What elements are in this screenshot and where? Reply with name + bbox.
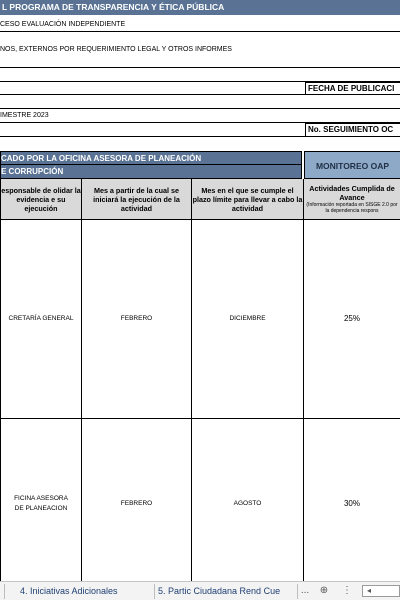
monitoreo-header: MONITOREO OAP (304, 151, 400, 179)
table-cell[interactable] (0, 419, 82, 581)
periodo-text: IMESTRE 2023 (0, 112, 49, 119)
row2-avance: 30% (343, 498, 360, 508)
col-header-avance-text: Actividades Cumplida de Avance (309, 184, 395, 202)
sheet-tab-participacion[interactable]: 5. Partic Ciudadana Rend Cue (152, 584, 298, 599)
section-header-planeacion: CADO POR LA OFICINA ASESORA DE PLANEACIÓN (0, 151, 302, 165)
row1-inicio: FEBRERO (120, 315, 153, 322)
col-header-avance-note: (Información reportada en SISGE 2.0 por la dependencia respons (306, 202, 398, 214)
table-cell[interactable] (0, 220, 82, 419)
col-header-responsable (0, 179, 82, 220)
row1-responsable: CRETARÍA GENERAL (8, 315, 74, 322)
row1-fin: DICIEMBRE (229, 315, 266, 322)
table-cell[interactable] (192, 419, 304, 581)
sheet-row[interactable] (0, 82, 305, 95)
table-cell[interactable] (304, 220, 400, 419)
sheet-tab-bar (0, 581, 400, 600)
horizontal-scrollbar[interactable] (362, 585, 400, 597)
tipo-informe-text: NOS, EXTERNOS POR REQUERIMIENTO LEGAL Y OTROS INFORMES (0, 46, 232, 53)
proceso-text: CESO EVALUACIÓN INDEPENDIENTE (0, 21, 126, 28)
row2-fin: AGOSTO (233, 499, 262, 507)
sheet-row[interactable] (0, 68, 400, 82)
row2-inicio: FEBRERO (120, 499, 153, 507)
sheet-banner-title: L PROGRAMA DE TRANSPARENCIA Y ÉTICA PÚBLICA (0, 0, 400, 15)
add-sheet-icon[interactable]: ⊕ (319, 585, 329, 596)
col-header-avance (304, 179, 400, 220)
seguimiento-label: No. SEGUIMIENTO OC (305, 123, 400, 137)
table-cell[interactable] (304, 419, 400, 581)
table-cell[interactable] (192, 220, 304, 419)
row1-avance: 25% (343, 314, 360, 323)
tab-menu-icon[interactable]: ⋮ (342, 585, 352, 596)
col-header-responsable-text: esponsable de olidar la evidencia e su ejecución (1, 185, 81, 213)
scroll-left-icon[interactable]: ◂ (366, 586, 371, 595)
more-tabs-icon[interactable]: ... (300, 585, 310, 596)
sheet-tab-iniciativas[interactable]: 4. Iniciativas Adicionales (14, 584, 155, 599)
col-header-mes-inicio (82, 179, 192, 220)
sheet-row[interactable] (0, 123, 305, 137)
table-cell[interactable] (82, 220, 192, 419)
col-header-mes-fin-text: Mes en el que se cumple el plazo límite para llevar a cabo la actividad (192, 185, 303, 213)
col-header-mes-fin (192, 179, 304, 220)
sheet-row[interactable] (0, 109, 400, 123)
table-cell[interactable] (82, 419, 192, 581)
sheet-tab-prev[interactable] (0, 584, 5, 599)
row2-responsable: FICINA ASESORA DE PLANEACION (14, 494, 68, 512)
col-header-mes-inicio-text: Mes a partir de la cual se iniciará la ejecución de la actividad (93, 185, 180, 213)
section-header-corrupcion: E CORRUPCIÓN (0, 165, 302, 179)
fecha-publicacion-label: FECHA DE PUBLICACI (305, 82, 400, 95)
sheet-row[interactable] (0, 95, 400, 109)
